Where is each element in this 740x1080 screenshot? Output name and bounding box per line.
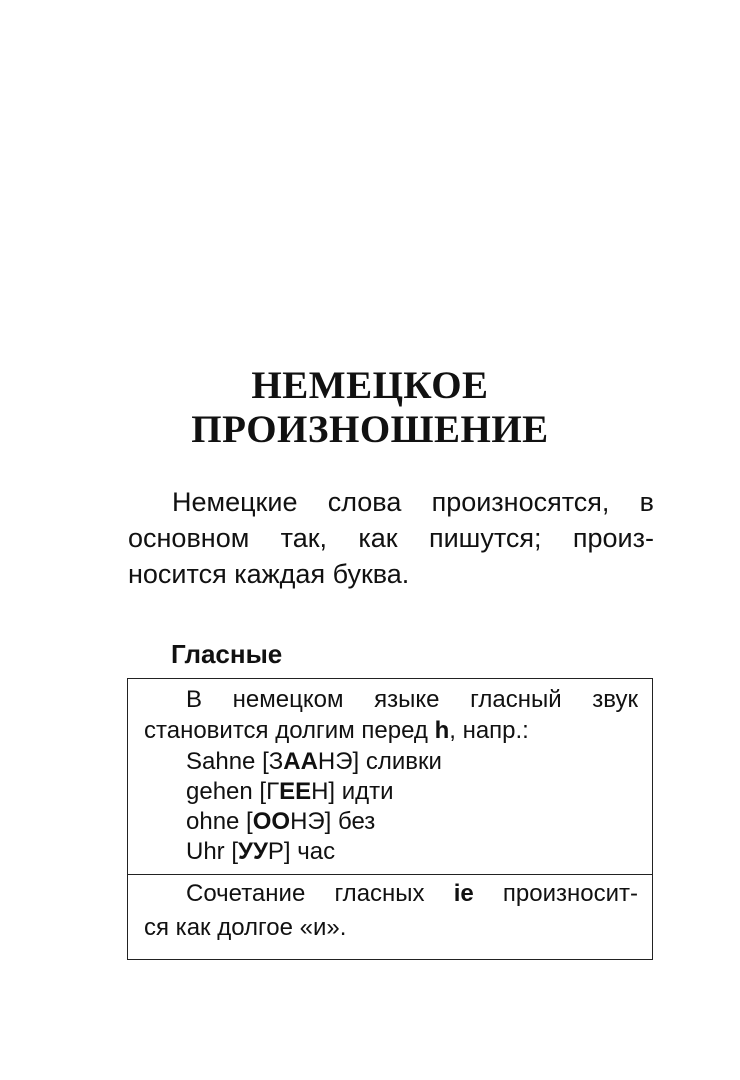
rule1-letter-h: h (434, 717, 450, 744)
example-sahne (186, 747, 442, 777)
intro-paragraph (128, 484, 654, 592)
rule1-line-2-text: становится долгим перед (144, 717, 435, 744)
example-post: НЭ] сливки (317, 748, 442, 775)
rule2-line-2: ся как долгое «и». (144, 914, 347, 941)
example-post: Р] час (267, 838, 336, 865)
example-word: gehen [ (186, 778, 267, 805)
example-stress: АА (283, 748, 318, 775)
example-word: ohne [ (186, 808, 253, 835)
example-word: Uhr [ (186, 838, 239, 865)
rule2-line-1-start: Сочетание гласных (186, 880, 454, 907)
example-pre: З (268, 748, 284, 775)
example-ohne (186, 807, 375, 837)
intro-line-1: Немецкие слова произносятся, в (172, 487, 654, 517)
example-gehen (186, 777, 394, 807)
example-pre: Г (266, 778, 280, 805)
rule2-letters-ie: ie (453, 880, 474, 907)
vowels-rule-table (127, 678, 653, 960)
rule1-line-2 (144, 716, 529, 746)
rule1-line-2-end: , напр.: (449, 717, 529, 744)
example-post: Н] идти (311, 778, 394, 805)
example-word: Sahne [ (186, 748, 269, 775)
page-title (0, 364, 740, 452)
rule1-line-1: В немецком языке гласный звук (186, 686, 638, 713)
rule-cell-long-vowel-h (128, 679, 652, 875)
rule2-line-1 (186, 879, 638, 909)
example-stress: УУ (238, 838, 268, 865)
example-stress: ЕЕ (279, 778, 312, 805)
vowels-heading: Гласные (171, 639, 283, 669)
example-stress: ОО (252, 808, 291, 835)
rule2-line-1-end: произносит- (473, 880, 639, 907)
intro-line-2: основном так, как пишутся; произ- (128, 523, 654, 553)
rule-cell-ie-combination (128, 875, 652, 961)
example-uhr (186, 837, 335, 867)
page-title-line-1: НЕМЕЦКОЕ (251, 364, 489, 407)
example-post: НЭ] без (290, 808, 376, 835)
intro-line-3: носится каждая буква. (128, 559, 410, 589)
page-title-line-2: ПРОИЗНОШЕНИЕ (191, 408, 549, 451)
